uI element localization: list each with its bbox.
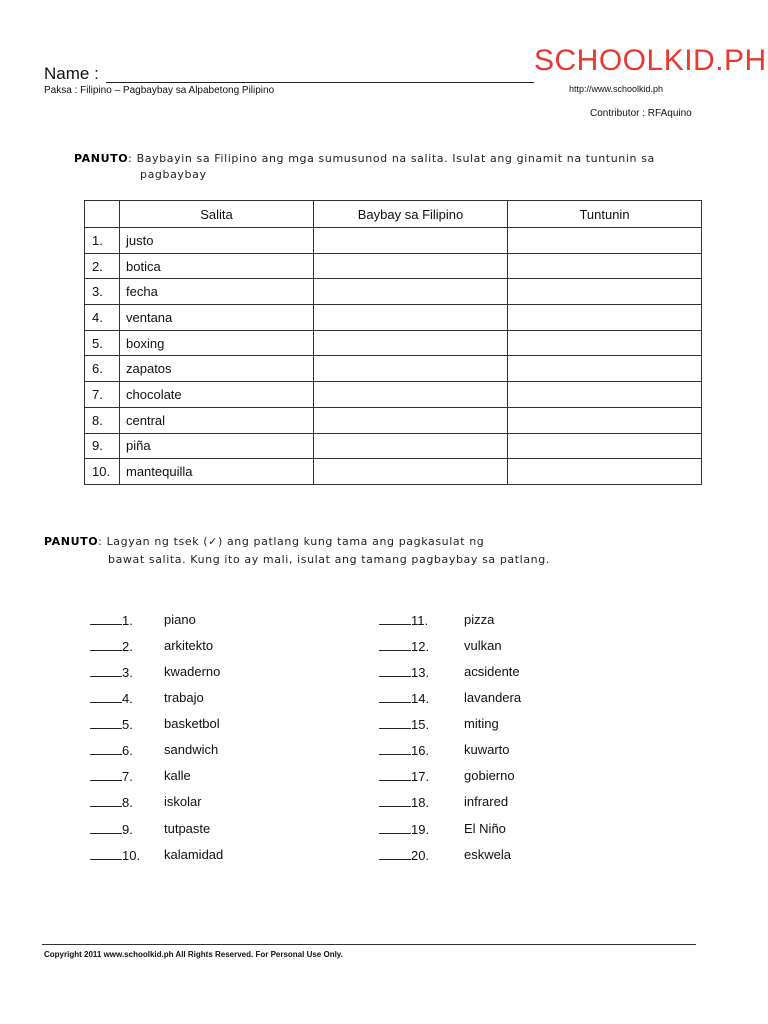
- item-word: gobierno: [464, 768, 515, 783]
- item-number: 18.: [411, 795, 430, 810]
- item-word: kalle: [164, 768, 191, 783]
- row-word: justo: [120, 228, 314, 254]
- item-number: 9.: [122, 822, 133, 837]
- item-word: piano: [164, 612, 196, 627]
- item-word: acsidente: [464, 664, 520, 679]
- item-number: 7.: [122, 769, 133, 784]
- item-number: 2.: [122, 639, 133, 654]
- table-row: [85, 459, 702, 485]
- row-word: boxing: [120, 330, 314, 356]
- item-word: sandwich: [164, 742, 219, 757]
- item-word: El Niño: [464, 821, 506, 836]
- subject-line: Paksa : Filipino – Pagbaybay sa Alpabetong Pilipino: [44, 85, 275, 96]
- list-item: [90, 794, 166, 810]
- list-item: [379, 794, 455, 810]
- list-item: [90, 768, 166, 784]
- row-number: 8.: [85, 407, 120, 433]
- row-number: 9.: [85, 433, 120, 459]
- row-baybay-answer[interactable]: [314, 228, 508, 254]
- table-row: [85, 228, 702, 254]
- item-word: kwaderno: [164, 664, 221, 679]
- header-salita: Salita: [120, 201, 314, 228]
- instruction-2-line-1: [44, 535, 484, 548]
- item-number: 19.: [411, 822, 430, 837]
- header-number: [85, 201, 120, 228]
- row-word: zapatos: [120, 356, 314, 382]
- row-tuntunin-answer[interactable]: [508, 459, 702, 485]
- instruction-1-text: : Baybayin sa Filipino ang mga sumusunod na salita. Isulat ang ginamit na tuntunin sa: [128, 152, 655, 165]
- answer-blank[interactable]: [90, 847, 122, 860]
- instruction-1-line-2: pagbaybay: [140, 168, 207, 181]
- item-word: lavandera: [464, 690, 522, 705]
- name-blank-line[interactable]: [106, 82, 534, 83]
- item-number: 6.: [122, 743, 133, 758]
- row-baybay-answer[interactable]: [314, 279, 508, 305]
- row-baybay-answer[interactable]: [314, 433, 508, 459]
- footer-copyright: Copyright 2011 www.schoolkid.ph All Rights Reserved. For Personal Use Only.: [44, 950, 343, 959]
- table-row: [85, 382, 702, 408]
- answer-blank[interactable]: [90, 716, 122, 729]
- table-row: [85, 305, 702, 331]
- website-link[interactable]: http://www.schoolkid.ph: [569, 84, 664, 94]
- item-word: vulkan: [464, 638, 502, 653]
- answer-blank[interactable]: [379, 690, 411, 703]
- answer-blank[interactable]: [90, 612, 122, 625]
- row-number: 3.: [85, 279, 120, 305]
- item-number: 12.: [411, 639, 430, 654]
- row-number: 6.: [85, 356, 120, 382]
- list-item: [379, 664, 455, 680]
- item-number: 14.: [411, 691, 430, 706]
- name-label: Name :: [44, 64, 99, 83]
- answer-blank[interactable]: [90, 690, 122, 703]
- row-tuntunin-answer[interactable]: [508, 253, 702, 279]
- row-word: ventana: [120, 305, 314, 331]
- row-number: 10.: [85, 459, 120, 485]
- row-tuntunin-answer[interactable]: [508, 305, 702, 331]
- list-item: [90, 664, 166, 680]
- instruction-1-line-1: [74, 152, 655, 165]
- item-number: 15.: [411, 717, 430, 732]
- schoolkid-logo: SCHOOLKID.PH: [534, 44, 767, 77]
- item-number: 3.: [122, 665, 133, 680]
- item-number: 5.: [122, 717, 133, 732]
- item-word: infrared: [464, 794, 509, 809]
- answer-blank[interactable]: [90, 664, 122, 677]
- row-tuntunin-answer[interactable]: [508, 407, 702, 433]
- row-word: botica: [120, 253, 314, 279]
- answer-blank[interactable]: [379, 821, 411, 834]
- list-item: [90, 612, 166, 628]
- list-item: [90, 716, 166, 732]
- answer-blank[interactable]: [90, 768, 122, 781]
- table-row: [85, 279, 702, 305]
- table-header-row: [85, 201, 702, 228]
- row-number: 5.: [85, 330, 120, 356]
- row-baybay-answer[interactable]: [314, 356, 508, 382]
- answer-blank[interactable]: [90, 638, 122, 651]
- table-row: [85, 433, 702, 459]
- answer-blank[interactable]: [379, 847, 411, 860]
- list-item: [379, 716, 455, 732]
- item-number: 16.: [411, 743, 430, 758]
- list-item: [379, 612, 455, 628]
- item-word: trabajo: [164, 690, 204, 705]
- item-word: arkitekto: [164, 638, 214, 653]
- item-number: 20.: [411, 848, 430, 863]
- answer-blank[interactable]: [379, 794, 411, 807]
- list-item: [90, 821, 166, 837]
- answer-blank[interactable]: [379, 638, 411, 651]
- row-baybay-answer[interactable]: [314, 330, 508, 356]
- row-tuntunin-answer[interactable]: [508, 382, 702, 408]
- header-tuntunin: Tuntunin: [508, 201, 702, 228]
- list-item: [379, 847, 455, 863]
- item-word: eskwela: [464, 847, 511, 862]
- row-tuntunin-answer[interactable]: [508, 330, 702, 356]
- row-tuntunin-answer[interactable]: [508, 228, 702, 254]
- list-item: [90, 742, 166, 758]
- list-item: [379, 821, 455, 837]
- list-item: [379, 768, 455, 784]
- row-baybay-answer[interactable]: [314, 253, 508, 279]
- header-baybay: Baybay sa Filipino: [314, 201, 508, 228]
- answer-blank[interactable]: [379, 768, 411, 781]
- row-word: fecha: [120, 279, 314, 305]
- item-number: 8.: [122, 795, 133, 810]
- row-tuntunin-answer[interactable]: [508, 279, 702, 305]
- contributor-text: Contributor : RFAquino: [590, 108, 692, 119]
- answer-blank[interactable]: [90, 742, 122, 755]
- list-item: [379, 638, 455, 654]
- row-baybay-answer[interactable]: [314, 407, 508, 433]
- item-word: tutpaste: [164, 821, 211, 836]
- row-tuntunin-answer[interactable]: [508, 356, 702, 382]
- row-word: piña: [120, 433, 314, 459]
- item-number: 17.: [411, 769, 430, 784]
- answer-blank[interactable]: [379, 664, 411, 677]
- item-word: pizza: [464, 612, 495, 627]
- footer-divider: [42, 944, 696, 945]
- row-baybay-answer[interactable]: [314, 382, 508, 408]
- item-number: 10.: [122, 848, 141, 863]
- instruction-2-line-2: bawat salita. Kung ito ay mali, isulat ang tamang pagbaybay sa patlang.: [108, 553, 550, 566]
- instruction-1-label: PANUTO: [74, 152, 129, 165]
- answer-blank[interactable]: [90, 821, 122, 834]
- instruction-2-label: PANUTO: [44, 535, 99, 548]
- row-baybay-answer[interactable]: [314, 459, 508, 485]
- item-word: kuwarto: [464, 742, 510, 757]
- row-word: chocolate: [120, 382, 314, 408]
- row-word: mantequilla: [120, 459, 314, 485]
- table-row: [85, 407, 702, 433]
- list-item: [379, 690, 455, 706]
- row-word: central: [120, 407, 314, 433]
- row-number: 1.: [85, 228, 120, 254]
- row-number: 2.: [85, 253, 120, 279]
- row-baybay-answer[interactable]: [314, 305, 508, 331]
- list-item: [90, 638, 166, 654]
- list-item: [90, 847, 166, 863]
- instruction-2-text: : Lagyan ng tsek (✓) ang patlang kung tama ang pagkasulat ng: [98, 535, 485, 548]
- row-number: 7.: [85, 382, 120, 408]
- list-item: [90, 690, 166, 706]
- row-tuntunin-answer[interactable]: [508, 433, 702, 459]
- answer-blank[interactable]: [379, 742, 411, 755]
- table-row: [85, 356, 702, 382]
- spelling-table: [84, 200, 702, 485]
- table-row: [85, 253, 702, 279]
- item-number: 1.: [122, 613, 133, 628]
- row-number: 4.: [85, 305, 120, 331]
- item-number: 13.: [411, 665, 430, 680]
- item-word: basketbol: [164, 716, 220, 731]
- item-word: miting: [464, 716, 499, 731]
- item-number: 11.: [411, 613, 429, 628]
- answer-blank[interactable]: [379, 612, 411, 625]
- list-item: [379, 742, 455, 758]
- item-number: 4.: [122, 691, 133, 706]
- answer-blank[interactable]: [90, 794, 122, 807]
- item-word: iskolar: [164, 794, 202, 809]
- answer-blank[interactable]: [379, 716, 411, 729]
- item-word: kalamidad: [164, 847, 224, 862]
- table-row: [85, 330, 702, 356]
